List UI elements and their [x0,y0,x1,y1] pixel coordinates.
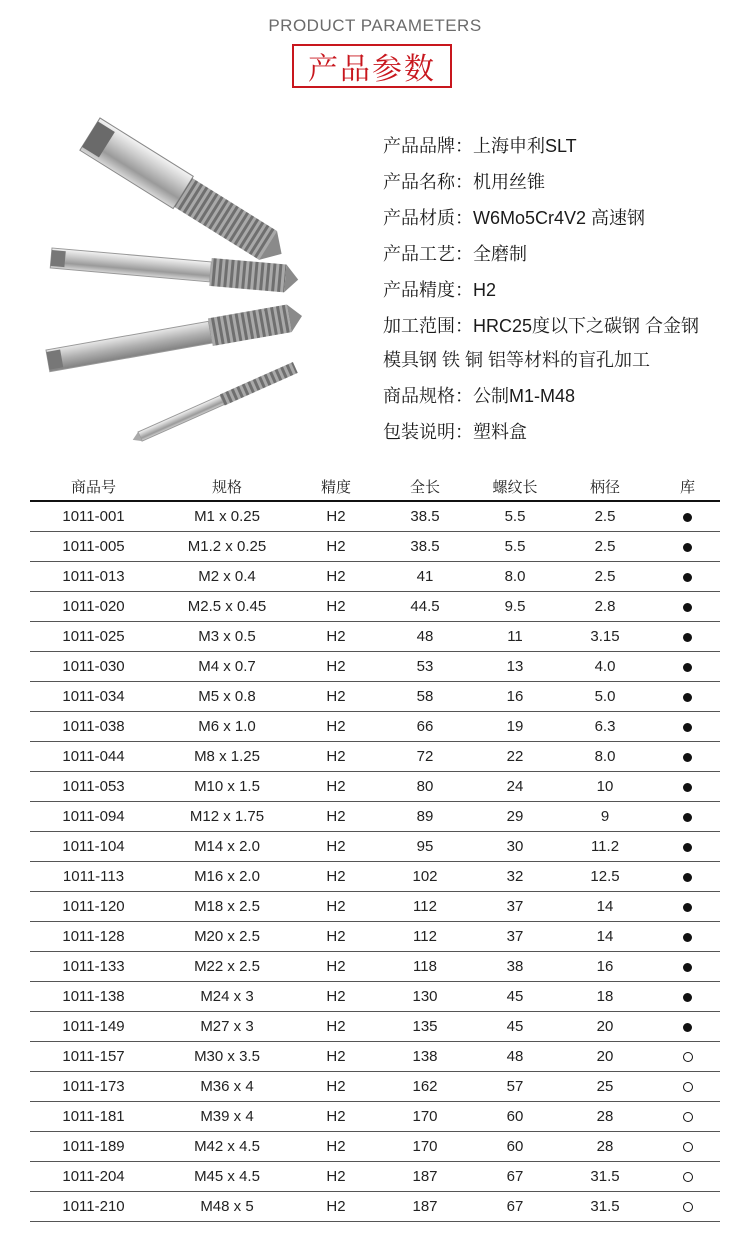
table-row [30,682,720,712]
in-stock-dot-icon [683,993,692,1002]
header-spec: 规格 [157,472,297,501]
cell-spec: M16 x 2.0 [157,862,297,892]
cell-shank-diameter: 2.5 [555,532,655,562]
cell-thread-length: 67 [475,1162,555,1192]
cell-precision: H2 [297,922,375,952]
cell-stock [655,622,720,652]
cell-stock [655,772,720,802]
header-stock: 库 [655,472,720,501]
cell-precision: H2 [297,802,375,832]
cell-stock [655,862,720,892]
cell-stock [655,982,720,1012]
cell-spec: M10 x 1.5 [157,772,297,802]
in-stock-dot-icon [683,663,692,672]
in-stock-dot-icon [683,573,692,582]
cell-shank-diameter: 2.8 [555,592,655,622]
cell-spec: M27 x 3 [157,1012,297,1042]
cell-spec: M8 x 1.25 [157,742,297,772]
cell-shank-diameter: 16 [555,952,655,982]
cell-spec: M4 x 0.7 [157,652,297,682]
cell-shank-diameter: 14 [555,922,655,952]
cell-precision: H2 [297,892,375,922]
table-row [30,652,720,682]
cell-thread-length: 45 [475,1012,555,1042]
out-of-stock-circle-icon [683,1142,693,1152]
cell-thread-length: 60 [475,1102,555,1132]
in-stock-dot-icon [683,933,692,942]
cell-total-length: 170 [375,1132,475,1162]
cell-spec: M42 x 4.5 [157,1132,297,1162]
cell-item-no: 1011-038 [30,712,157,742]
cell-total-length: 44.5 [375,592,475,622]
cell-thread-length: 9.5 [475,592,555,622]
cell-precision: H2 [297,1012,375,1042]
cell-shank-diameter: 18 [555,982,655,1012]
cell-total-length: 95 [375,832,475,862]
cell-total-length: 102 [375,862,475,892]
cell-shank-diameter: 2.5 [555,501,655,532]
cell-spec: M39 x 4 [157,1102,297,1132]
in-stock-dot-icon [683,1023,692,1032]
cell-total-length: 38.5 [375,532,475,562]
cell-item-no: 1011-113 [30,862,157,892]
cell-shank-diameter: 20 [555,1042,655,1072]
cell-item-no: 1011-001 [30,501,157,532]
cell-total-length: 38.5 [375,501,475,532]
cell-thread-length: 11 [475,622,555,652]
small-tap-icon [130,362,297,445]
header-total-length: 全长 [375,472,475,501]
cell-spec: M12 x 1.75 [157,802,297,832]
cell-shank-diameter: 6.3 [555,712,655,742]
cell-shank-diameter: 11.2 [555,832,655,862]
cell-spec: M20 x 2.5 [157,922,297,952]
cell-total-length: 112 [375,892,475,922]
cell-precision: H2 [297,1162,375,1192]
table-row [30,712,720,742]
table-row [30,772,720,802]
cell-spec: M36 x 4 [157,1072,297,1102]
cell-thread-length: 57 [475,1072,555,1102]
cell-item-no: 1011-025 [30,622,157,652]
out-of-stock-circle-icon [683,1172,693,1182]
cell-spec: M24 x 3 [157,982,297,1012]
cell-item-no: 1011-053 [30,772,157,802]
cell-spec: M18 x 2.5 [157,892,297,922]
cell-precision: H2 [297,862,375,892]
cell-total-length: 130 [375,982,475,1012]
param-material: 产品材质：W6Mo5Cr4V2 高速钢 [383,208,646,228]
cell-total-length: 58 [375,682,475,712]
cell-spec: M45 x 4.5 [157,1162,297,1192]
cell-total-length: 80 [375,772,475,802]
cell-thread-length: 5.5 [475,532,555,562]
cell-total-length: 48 [375,622,475,652]
section-title-text: 产品参数 [308,53,436,86]
cell-precision: H2 [297,622,375,652]
cell-shank-diameter: 8.0 [555,742,655,772]
cell-shank-diameter: 4.0 [555,652,655,682]
cell-precision: H2 [297,832,375,862]
cell-stock [655,712,720,742]
in-stock-dot-icon [683,603,692,612]
table-row [30,802,720,832]
cell-precision: H2 [297,1042,375,1072]
header-item-no: 商品号 [30,472,157,501]
cell-stock [655,501,720,532]
section-title [292,44,452,88]
cell-thread-length: 48 [475,1042,555,1072]
cell-item-no: 1011-104 [30,832,157,862]
param-precision: 产品精度：H2 [383,280,497,300]
cell-spec: M1 x 0.25 [157,501,297,532]
section-eyebrow: PRODUCT PARAMETERS [268,16,482,35]
param-process: 产品工艺：全磨制 [383,244,527,264]
cell-precision: H2 [297,1072,375,1102]
cell-precision: H2 [297,652,375,682]
cell-shank-diameter: 5.0 [555,682,655,712]
cell-precision: H2 [297,1102,375,1132]
cell-precision: H2 [297,772,375,802]
cell-precision: H2 [297,682,375,712]
cell-thread-length: 8.0 [475,562,555,592]
cell-item-no: 1011-094 [30,802,157,832]
cell-stock [655,532,720,562]
in-stock-dot-icon [683,693,692,702]
cell-item-no: 1011-120 [30,892,157,922]
table-row [30,562,720,592]
cell-total-length: 187 [375,1162,475,1192]
cell-thread-length: 30 [475,832,555,862]
cell-precision: H2 [297,742,375,772]
cell-precision: H2 [297,982,375,1012]
out-of-stock-circle-icon [683,1082,693,1092]
cell-thread-length: 22 [475,742,555,772]
spec-table-header [30,472,720,501]
cell-thread-length: 32 [475,862,555,892]
cell-spec: M2 x 0.4 [157,562,297,592]
cell-thread-length: 19 [475,712,555,742]
spec-table-wrap [30,472,720,1222]
cell-spec: M1.2 x 0.25 [157,532,297,562]
cell-total-length: 89 [375,802,475,832]
param-range-continued: 模具钢 铁 铜 铝等材料的盲孔加工 [383,350,651,370]
cell-thread-length: 37 [475,922,555,952]
table-row [30,1042,720,1072]
cell-shank-diameter: 2.5 [555,562,655,592]
table-row [30,862,720,892]
header-precision: 精度 [297,472,375,501]
cell-item-no: 1011-173 [30,1072,157,1102]
param-name: 产品名称：机用丝锥 [383,172,545,192]
cell-stock [655,832,720,862]
cell-stock [655,1102,720,1132]
cell-thread-length: 60 [475,1132,555,1162]
header-thread-length: 螺纹长 [475,472,555,501]
cell-total-length: 187 [375,1192,475,1222]
cell-total-length: 162 [375,1072,475,1102]
cell-total-length: 66 [375,712,475,742]
table-row [30,832,720,862]
in-stock-dot-icon [683,903,692,912]
cell-item-no: 1011-020 [30,592,157,622]
cell-item-no: 1011-013 [30,562,157,592]
long-tap-icon [45,302,304,374]
cell-shank-diameter: 25 [555,1072,655,1102]
cell-total-length: 72 [375,742,475,772]
cell-stock [655,1012,720,1042]
table-row [30,1192,720,1222]
cell-shank-diameter: 12.5 [555,862,655,892]
cell-stock [655,562,720,592]
cell-shank-diameter: 28 [555,1102,655,1132]
cell-total-length: 170 [375,1102,475,1132]
cell-total-length: 53 [375,652,475,682]
cell-shank-diameter: 3.15 [555,622,655,652]
in-stock-dot-icon [683,513,692,522]
product-image [30,110,330,450]
table-row [30,501,720,532]
cell-item-no: 1011-204 [30,1162,157,1192]
cell-spec: M2.5 x 0.45 [157,592,297,622]
in-stock-dot-icon [683,543,692,552]
in-stock-dot-icon [683,963,692,972]
cell-spec: M30 x 3.5 [157,1042,297,1072]
cell-shank-diameter: 10 [555,772,655,802]
in-stock-dot-icon [683,813,692,822]
out-of-stock-circle-icon [683,1112,693,1122]
cell-precision: H2 [297,1192,375,1222]
out-of-stock-circle-icon [683,1202,693,1212]
cell-stock [655,742,720,772]
cell-stock [655,922,720,952]
out-of-stock-circle-icon [683,1052,693,1062]
cell-stock [655,1132,720,1162]
table-row [30,1102,720,1132]
cell-item-no: 1011-210 [30,1192,157,1222]
cell-precision: H2 [297,562,375,592]
cell-item-no: 1011-030 [30,652,157,682]
cell-shank-diameter: 14 [555,892,655,922]
cell-precision: H2 [297,532,375,562]
cell-stock [655,892,720,922]
cell-shank-diameter: 20 [555,1012,655,1042]
cell-thread-length: 67 [475,1192,555,1222]
table-row [30,982,720,1012]
in-stock-dot-icon [683,843,692,852]
param-brand: 产品品牌：上海申利SLT [383,136,577,156]
cell-item-no: 1011-149 [30,1012,157,1042]
table-row [30,742,720,772]
parameter-list [383,130,743,452]
cell-thread-length: 37 [475,892,555,922]
cell-thread-length: 16 [475,682,555,712]
header-shank-diameter: 柄径 [555,472,655,501]
table-row [30,532,720,562]
cell-item-no: 1011-157 [30,1042,157,1072]
cell-stock [655,1042,720,1072]
in-stock-dot-icon [683,753,692,762]
cell-item-no: 1011-005 [30,532,157,562]
cell-thread-length: 29 [475,802,555,832]
table-row [30,952,720,982]
cell-thread-length: 38 [475,952,555,982]
param-spec: 商品规格：公制M1-M48 [383,386,576,406]
cell-item-no: 1011-128 [30,922,157,952]
cell-shank-diameter: 28 [555,1132,655,1162]
cell-total-length: 138 [375,1042,475,1072]
cell-thread-length: 5.5 [475,501,555,532]
cell-item-no: 1011-133 [30,952,157,982]
cell-item-no: 1011-189 [30,1132,157,1162]
cell-thread-length: 13 [475,652,555,682]
cell-stock [655,952,720,982]
cell-precision: H2 [297,712,375,742]
in-stock-dot-icon [683,783,692,792]
cell-total-length: 112 [375,922,475,952]
param-range: 加工范围：HRC25度以下之碳钢 合金钢 [383,316,700,336]
spec-table [30,472,720,1222]
cell-spec: M5 x 0.8 [157,682,297,712]
cell-stock [655,1072,720,1102]
cell-item-no: 1011-044 [30,742,157,772]
cell-thread-length: 45 [475,982,555,1012]
param-packaging: 包装说明：塑料盒 [383,422,527,442]
cell-shank-diameter: 9 [555,802,655,832]
cell-precision: H2 [297,592,375,622]
cell-total-length: 135 [375,1012,475,1042]
cell-precision: H2 [297,952,375,982]
table-row [30,622,720,652]
in-stock-dot-icon [683,633,692,642]
cell-item-no: 1011-034 [30,682,157,712]
cell-spec: M3 x 0.5 [157,622,297,652]
cell-item-no: 1011-138 [30,982,157,1012]
in-stock-dot-icon [683,873,692,882]
cell-precision: H2 [297,1132,375,1162]
cell-item-no: 1011-181 [30,1102,157,1132]
cell-spec: M14 x 2.0 [157,832,297,862]
cell-thread-length: 24 [475,772,555,802]
table-row [30,1012,720,1042]
table-row [30,1162,720,1192]
table-row [30,922,720,952]
table-row [30,892,720,922]
cell-spec: M6 x 1.0 [157,712,297,742]
large-tap-icon [80,118,292,270]
cell-stock [655,652,720,682]
cell-shank-diameter: 31.5 [555,1192,655,1222]
cell-shank-diameter: 31.5 [555,1162,655,1192]
in-stock-dot-icon [683,723,692,732]
cell-stock [655,592,720,622]
cell-stock [655,1192,720,1222]
cell-precision: H2 [297,501,375,532]
cell-total-length: 41 [375,562,475,592]
cell-spec: M22 x 2.5 [157,952,297,982]
cell-stock [655,802,720,832]
table-row [30,1132,720,1162]
cell-stock [655,682,720,712]
table-row [30,592,720,622]
cell-total-length: 118 [375,952,475,982]
cell-spec: M48 x 5 [157,1192,297,1222]
cell-stock [655,1162,720,1192]
table-row [30,1072,720,1102]
